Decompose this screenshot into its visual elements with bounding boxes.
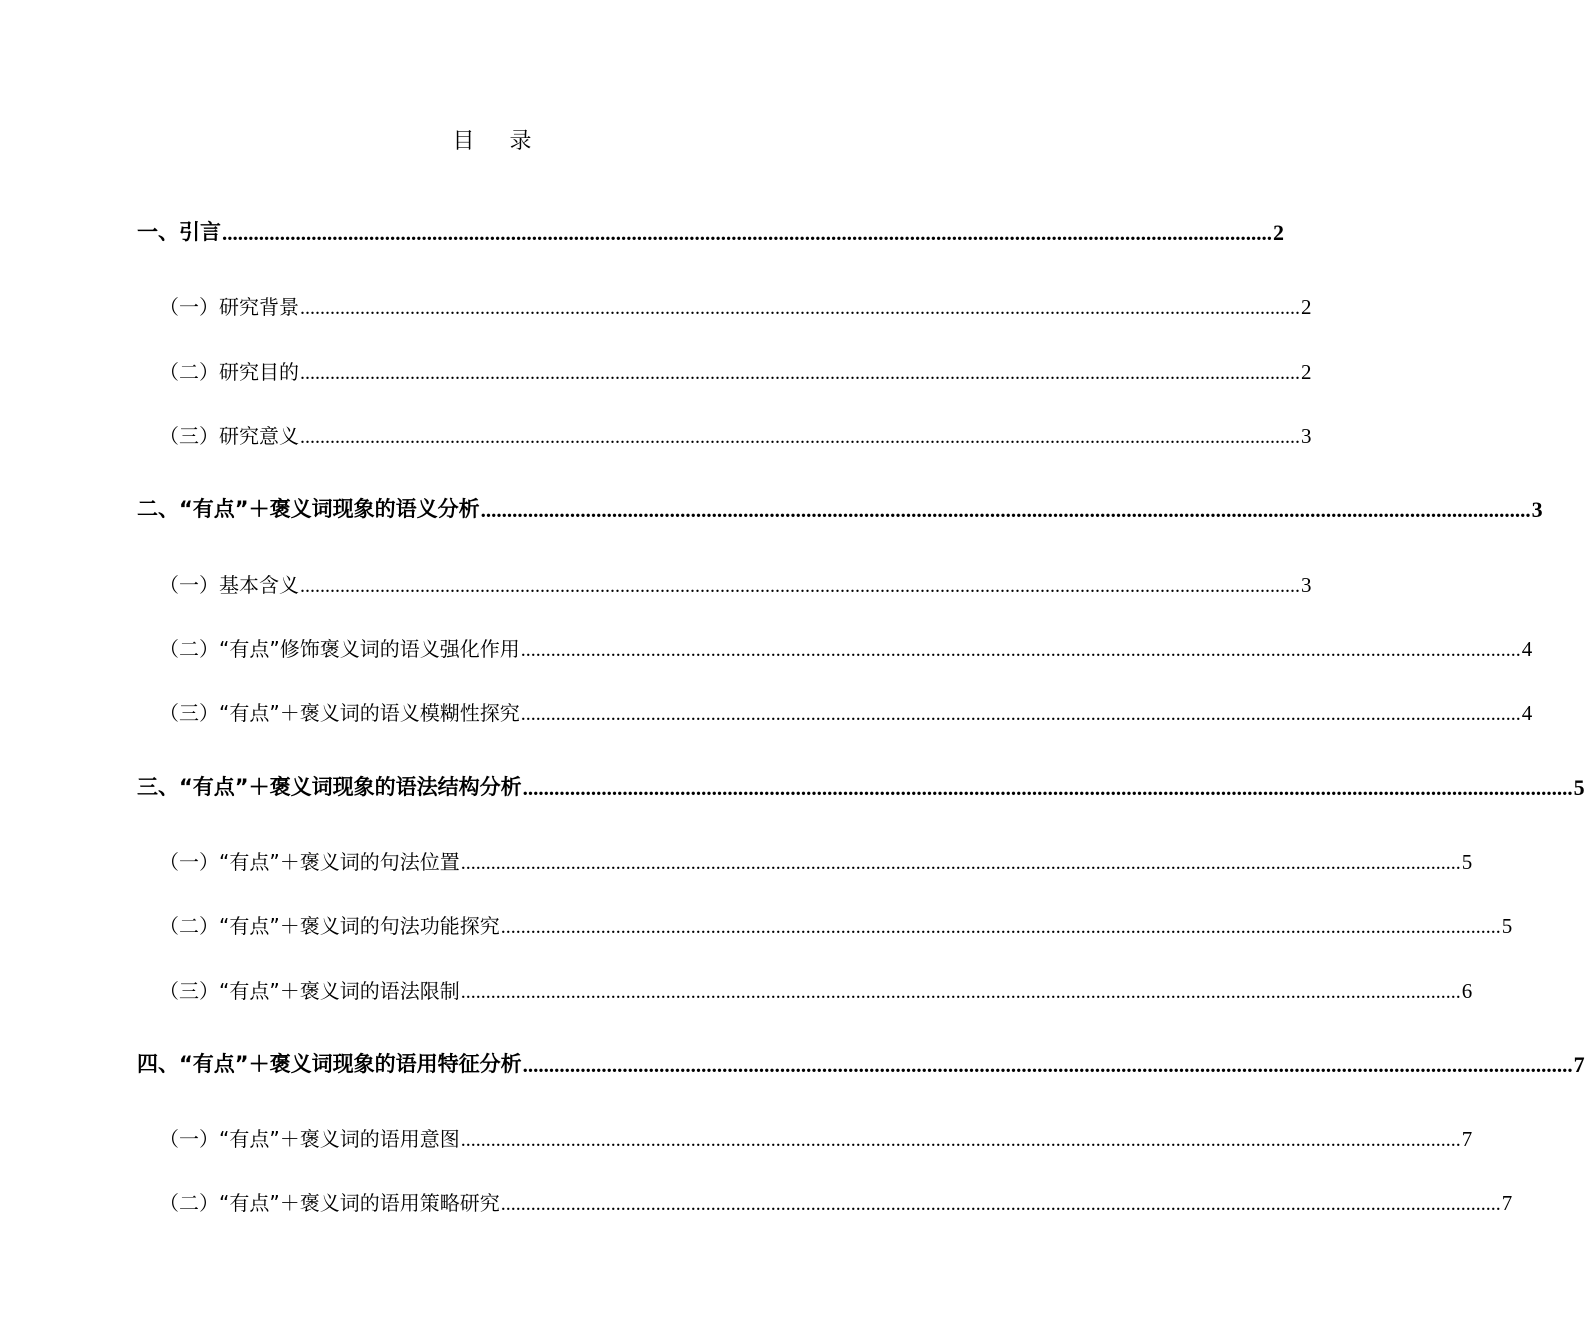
dot-leader: ........................................................................................................................................................................................................ [522,776,1573,800]
toc-entry-page-number: 2 [1301,360,1312,384]
dot-leader: ........................................................................................................................................................................................................ [522,1053,1573,1077]
dot-leader: ........................................................................................................................................................................................................ [460,981,1461,1003]
toc-entry-1-2[interactable] [137,349,1312,385]
dot-leader: ........................................................................................................................................................................................................ [480,498,1531,522]
dot-leader: ........................................................................................................................................................................................................ [300,362,1300,384]
toc-entry-2[interactable] [137,487,1543,523]
toc-entry-label: （二）“有点”修饰褒义词的语义强化作用 [159,637,520,661]
toc-entry-page-number: 4 [1521,701,1533,725]
dot-leader: ........................................................................................................................................................................................................ [300,297,1300,319]
toc-entry-page-number: 6 [1461,979,1473,1003]
toc-entry-label: （二）研究目的 [159,360,299,384]
toc-entry-label: 二、“有点”＋褒义词现象的语义分析 [137,497,480,521]
dot-leader: ........................................................................................................................................................................................................ [222,221,1272,245]
toc-entry-label: （三）研究意义 [159,424,299,448]
toc-entry-2-1[interactable] [137,562,1312,598]
toc-entry-page-number: 2 [1301,295,1312,319]
toc-entry-1-3[interactable] [137,413,1312,449]
toc-entry-2-2[interactable] [137,626,1533,662]
toc-entry-1[interactable] [137,210,1284,246]
dot-leader: ........................................................................................................................................................................................................ [520,703,1521,725]
toc-entry-label: 一、引言 [137,220,221,244]
toc-entry-page-number: 3 [1301,424,1312,448]
toc-entry-3[interactable] [137,765,1585,801]
toc-entry-3-3[interactable] [137,968,1473,1004]
toc-entry-label: （三）“有点”＋褒义词的语法限制 [159,979,460,1003]
toc-title: 目 录 [452,129,546,154]
toc-entry-page-number: 3 [1531,497,1543,522]
toc-entry-label: 四、“有点”＋褒义词现象的语用特征分析 [137,1052,522,1076]
toc-entry-label: （一）“有点”＋褒义词的语用意图 [159,1127,460,1151]
toc-entry-page-number: 3 [1301,573,1312,597]
toc-entry-page-number: 7 [1501,1191,1513,1215]
toc-entry-2-3[interactable] [137,690,1533,726]
toc-entry-page-number: 5 [1573,775,1585,800]
toc-entry-page-number: 2 [1273,220,1284,245]
dot-leader: ........................................................................................................................................................................................................ [460,852,1461,874]
toc-entry-label: 三、“有点”＋褒义词现象的语法结构分析 [137,775,522,799]
dot-leader: ........................................................................................................................................................................................................ [300,426,1300,448]
toc-entry-label: （一）“有点”＋褒义词的句法位置 [159,850,460,874]
toc-entry-label: （三）“有点”＋褒义词的语义模糊性探究 [159,701,520,725]
toc-entry-page-number: 4 [1521,637,1533,661]
toc-entry-label: （一）基本含义 [159,573,299,597]
toc-entry-label: （二）“有点”＋褒义词的语用策略研究 [159,1191,500,1215]
toc-entry-4-2[interactable] [137,1180,1513,1216]
dot-leader: ........................................................................................................................................................................................................ [500,1193,1501,1215]
toc-entry-3-2[interactable] [137,903,1513,939]
dot-leader: ........................................................................................................................................................................................................ [460,1129,1461,1151]
toc-entry-label: （二）“有点”＋褒义词的句法功能探究 [159,914,500,938]
toc-entry-page-number: 7 [1573,1052,1585,1077]
toc-entry-page-number: 7 [1461,1127,1473,1151]
toc-entry-label: （一）研究背景 [159,295,299,319]
toc-entry-page-number: 5 [1501,914,1513,938]
toc-entry-page-number: 5 [1461,850,1473,874]
dot-leader: ........................................................................................................................................................................................................ [300,575,1300,597]
dot-leader: ........................................................................................................................................................................................................ [520,639,1521,661]
dot-leader: ........................................................................................................................................................................................................ [500,916,1501,938]
toc-entry-3-1[interactable] [137,839,1473,875]
toc-entry-4-1[interactable] [137,1116,1473,1152]
toc-entry-1-1[interactable] [137,284,1312,320]
toc-entry-4[interactable] [137,1042,1585,1078]
